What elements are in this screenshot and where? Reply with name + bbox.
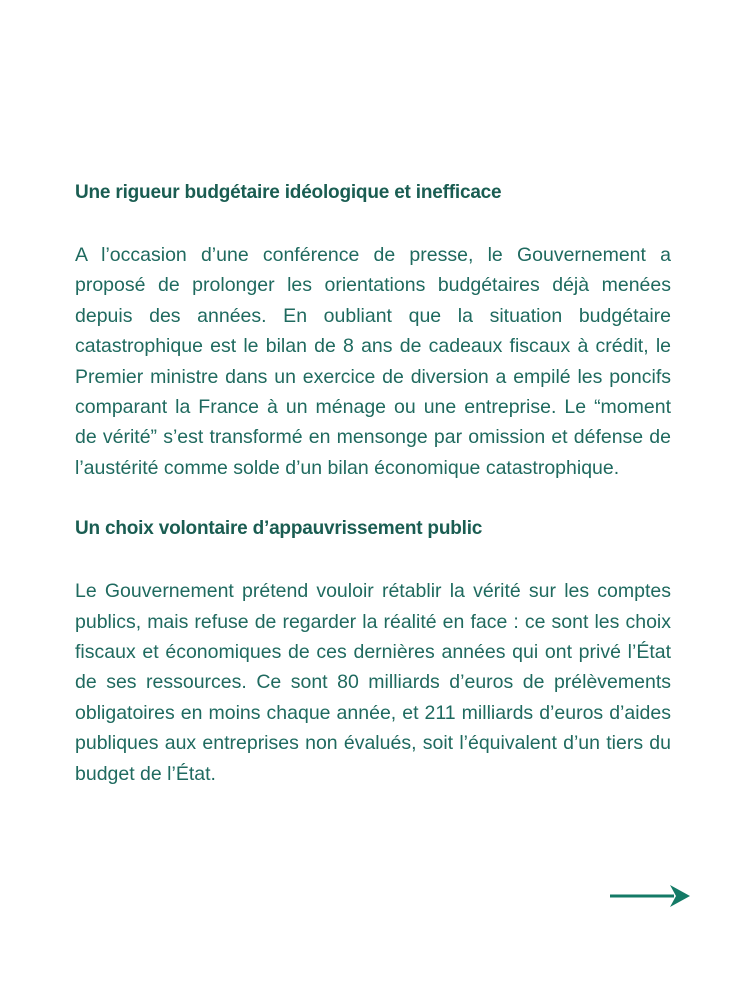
document-content: [75, 178, 671, 820]
arrow-right-icon[interactable]: [608, 884, 692, 908]
section-paragraph-appauvrissement: Le Gouvernement prétend vouloir rétablir la vérité sur les comptes publics, mais refuse de regarder la réalité en face : ce sont les choix fiscaux et économiques de ces dernières années qui ont privé l’État de ses ressources. Ce sont 80 milliards d’euros de prélèvements obligatoires en moins chaque année, et 211 milliards d’euros d’aides publiques aux entreprises non évalués, soit l’équivalent d’un tiers du budget de l’État.: [75, 580, 671, 785]
section-heading-appauvrissement: Un choix volontaire d’appauvrissement public: [75, 518, 483, 540]
section-paragraph-rigueur: A l’occasion d’une conférence de presse, le Gouvernement a proposé de prolonger les orientations budgétaires déjà menées depuis des années. En oubliant que la situation budgétaire catastrophique est le bilan de 8 ans de cadeaux fiscaux à crédit, le Premier ministre dans un exercice de diversion a empilé les poncifs comparant la France à un ménage ou une entreprise. Le “moment de vérité” s’est transformé en mensonge par omission et défense de l’austérité comme solde d’un bilan économique catastrophique.: [75, 244, 671, 479]
section-heading-rigueur: Une rigueur budgétaire idéologique et inefficace: [75, 182, 502, 203]
